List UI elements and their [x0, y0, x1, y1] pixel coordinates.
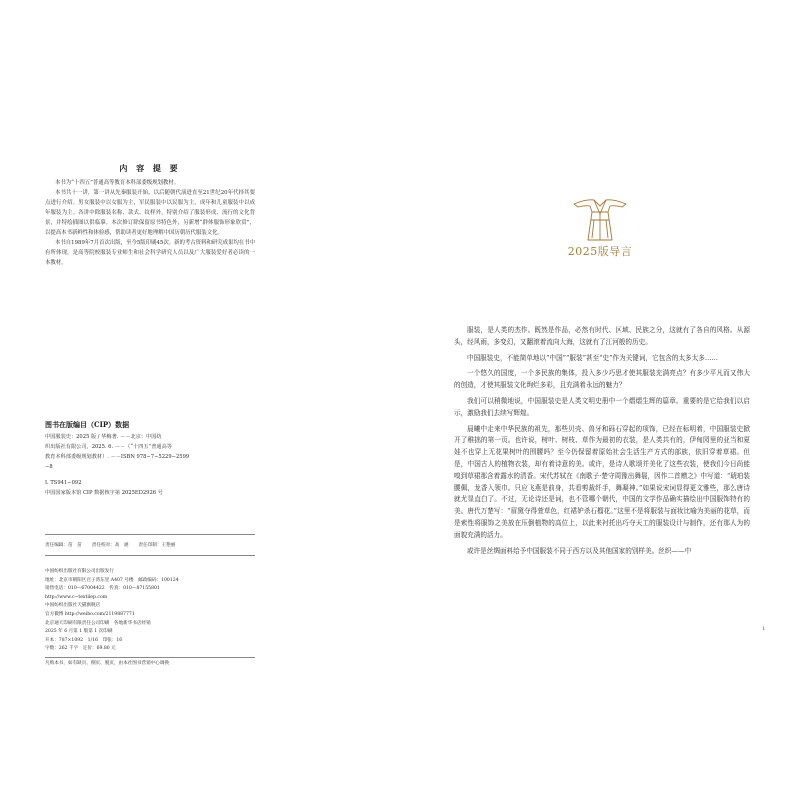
cip-heading: 图书在版编目（CIP）数据: [45, 420, 130, 429]
proofreader: 责任校对：高 涵: [91, 543, 129, 548]
cip-classification: Ⅰ. TS941−092: [45, 480, 82, 486]
cip-record: 中国国家版本馆 CIP 数据核字第 2025ED2926 号: [45, 490, 163, 496]
hanfu-garment-icon: [570, 190, 630, 250]
publisher-line: http://www.c−textilep.com: [45, 594, 108, 600]
publisher-line: 字数：262 千字 定价：69.80 元: [45, 646, 116, 652]
publisher-line: 销售电话：010—67004422 传真：010—87155801: [45, 586, 160, 592]
preface-page: [400, 0, 800, 800]
cip-line: −8: [45, 464, 53, 470]
cip-line: 教育本科部委级规划教材）. －－ISBN 978−7−5229−2599: [45, 454, 190, 460]
publisher-line: 中国纺织出版社天猫旗舰店: [45, 603, 101, 609]
publisher-line: 地址：北京市朝阳区百子湾东里 A407 号楼 邮政编码：100124: [45, 577, 179, 583]
cip-line: 中国服装史：2025 版 / 华梅著. －－北京：中国纺: [45, 434, 162, 440]
responsible-editor: 责任编辑：苗 苗: [45, 543, 82, 548]
summary-paragraph: 本书为“十四五”普通高等教育本科部委级规划教材。: [55, 180, 180, 186]
publisher-line: 开本：787×1092 1/16 印张：16: [45, 637, 123, 643]
divider: [45, 657, 255, 658]
return-notice: 凡购本书，如有缺页、倒页、脱页，由本社图书营销中心调换: [45, 661, 170, 666]
publisher-info: [45, 568, 255, 654]
cip-line: 织出版社有限公司，2025. 6. －－（“十四五”普通高等: [45, 444, 172, 450]
preface-paragraph: 晨曦中走来中华民族的祖先，那些贝壳、兽牙和砾石穿起的项饰，已经在标明着，中国服装史掀开了稚拙的第一页。也许说，树叶、树枝、草作为最初的衣装，是人类共有的，伊甸园里的亚当和夏娃不也穿上无花果树叶的围腰吗？至今仍保留着原始社会生活生产方式的部族，依旧穿着草裙。但是，中国古人的植物衣装，却有着诗意的美。或许，是诗人歌颂并美化了这些衣装，使我们今日尚能嗅到草裙那含着露水的清香。宋代苏轼在《南歌子·楚守周豫出舞鬟，因作二首赠之》中写道：“琥珀装腰佩，龙香入领巾。只应飞燕是前身，共看剪裁纤手，舞凝神。”如果说宋词显得更文雅些，那么唐诗就尤显直白了。不过，无论诗还是词，也不管哪个朝代，中国的文学作品确实描绘出中国服饰特有的美。唐代万楚写：“眉黛夺得萱草色，红裙妒杀石榴花。”这里不是将服装与面妆比喻为美丽的花草，而是索性将服饰之美放在压倒植物的高位上，以此来衬托出巧夺天工的服装设计与制作，还有那人为的面貌充满的活力。: [454, 424, 750, 539]
summary-paragraph: 本书共十一讲，第一讲从先秦服装开始，以后随朝代演进直至21世纪20年代择其要点进行介绍。男女服装中以女服为主，军民服装中以民服为主，成年和儿童服装中以成年服装为主。各讲中除服装名称、款式、纹样外，特别介绍了服装形成、流行的文化背景，并特绘插图以供临摹。本次修订除保留原书特色外，另新增“群体服饰形象欣赏”，以提高本书新鲜性和体验感，帮助读者更好地理解中国历朝历代服装文化。: [45, 190, 255, 236]
preface-paragraph: 我们可以稍微地说，中国服装史是人类文明史册中一个熠熠生辉的篇章。重要的是它给我们以启示，激励我们去续写辉煌。: [454, 396, 750, 417]
cip-body: [45, 432, 220, 498]
publisher-line: 官方微博 http://weibo.com/2119887771: [45, 611, 135, 617]
page-number: 1: [762, 626, 766, 632]
preface-title: 2025版导言: [567, 245, 633, 258]
preface-body: [454, 325, 750, 561]
publisher-line: 北京通天印刷有限责任公司印刷 各地新华书店经销: [45, 620, 151, 626]
summary-paragraph: 本书自1989年7月首次出版，至今5版印刷45次。新的考古资料和研究成果均在书中有所体现，是高等院校服装专业师生和社会科学研究人员以及广大服装爱好者必读的一本教材。: [45, 240, 255, 266]
preface-paragraph: 一个悠久的国度，一个多民族的集体，投入多少巧思才使其服装充满亮点？有多少平凡而又伟大的创造，才使其服装文化绚烂多彩，且充满着永远的魅力？: [454, 369, 750, 390]
editor-credits: [45, 542, 255, 550]
preface-paragraph: 中国服装史，不能简单地以“中国”“服装”甚至“史”作为关键词，它包含的太多太多……: [467, 353, 719, 362]
summary-body: [45, 178, 255, 268]
summary-heading: 内 容 提 要: [119, 163, 181, 173]
print-manager: 责任印制：王艳丽: [138, 543, 176, 548]
divider: [45, 534, 255, 535]
preface-paragraph: 或许是丝绸面料给予中国服装不同于西方以及其他国家的别样美。丝织——中: [467, 546, 692, 555]
publisher-line: 2025 年 6 月第 1 版第 1 次印刷: [45, 629, 113, 635]
divider: [45, 555, 255, 556]
publisher-line: 中国纺织出版社有限公司出版发行: [45, 569, 114, 574]
preface-paragraph: 服装，是人类的杰作。既然是作品，必然有时代、区域、民族之分，这就有了各自的风格。从源头，经风雨，多变幻，又翻滚着流向大海，这就有了江河般的历史。: [454, 326, 750, 346]
